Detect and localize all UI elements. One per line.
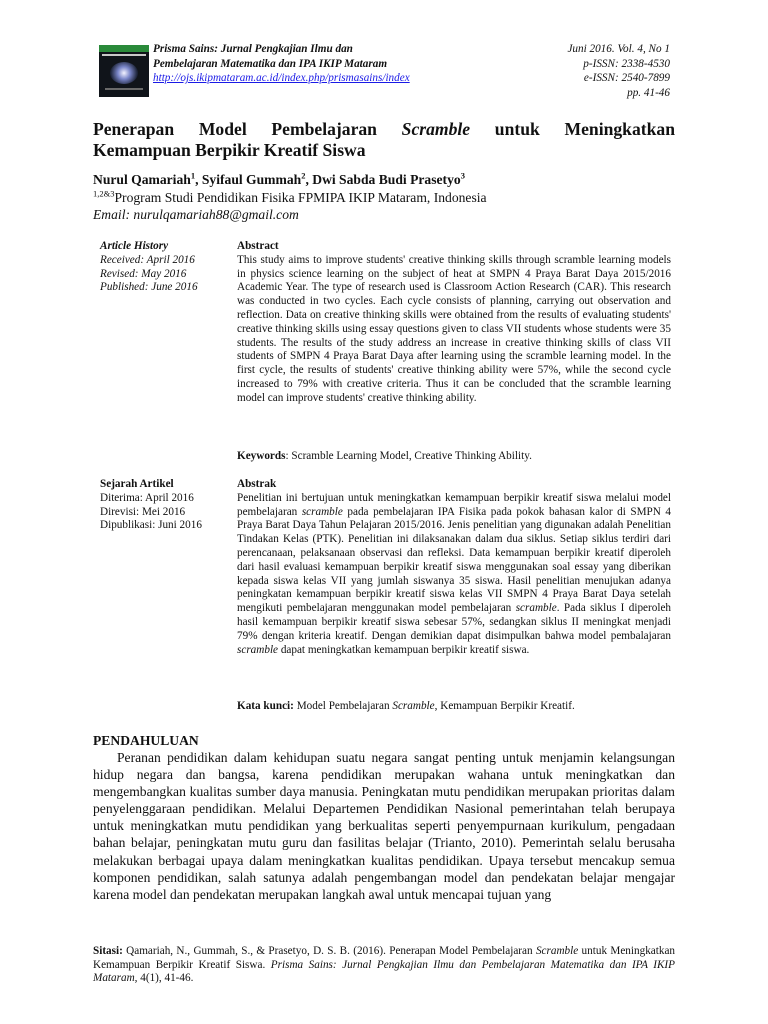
keywords-label: Keywords	[237, 450, 286, 462]
article-history-heading: Article History	[100, 240, 169, 252]
title-line2: Kemampuan Berpikir Kreatif Siswa	[93, 140, 366, 160]
article-history-en	[100, 240, 198, 295]
article-history-heading: Sejarah Artikel	[100, 478, 174, 490]
citation-label: Sitasi:	[93, 945, 123, 957]
received-date: Received: April 2016	[100, 253, 195, 266]
author-separator: ,	[195, 172, 202, 187]
author-separator: ,	[305, 172, 313, 187]
issue-date: Juni 2016. Vol. 4, No 1	[567, 43, 670, 55]
published-date: Published: June 2016	[100, 281, 198, 294]
affiliation-text: Program Studi Pendidikan Fisika FPMIPA IKIP Mataram, Indonesia	[114, 190, 487, 205]
page-range: pp. 41-46	[627, 86, 670, 99]
article-history-id	[100, 478, 202, 533]
title-word: untuk	[494, 119, 540, 139]
affiliation-mark: 1,2&3	[93, 188, 115, 199]
received-date: Diterima: April 2016	[100, 491, 194, 504]
keywords-id: Kata kunci: Model Pembelajaran Scramble, Kemampuan Berpikir Kreatif.	[237, 700, 575, 712]
author-affiliation-mark: 1	[190, 170, 196, 181]
abstract-text: Penelitian ini bertujuan untuk meningkatkan kemampuan berpikir kreatif siswa melalui model pembelajaran scramble pada pembelajaran IPA Fisika pada pokok bahasan kalor di SMPN 4 Praya Barat Daya Tahun Pelajaran 2015/2016. Jenis penelitian yang digunakan adalah Penelitian Tindakan Kelas (PTK). Penelitian ini dilaksanakan dalam dua siklus. Setiap siklus terdiri dari perencanaan, pelaksanaan observasi dan refleksi. Data kemampuan berpikir kreatif diperoleh dari hasil evaluasi kemampuan berpikir kreatif siswa menggunakan soal essay yang diberikan kepada siswa kelas VII yang jumlah siswanya 35 siswa. Hasil penelitian menujukan adanya peningkatan kemampuan berpikir kreatif siswa kelas VII SMPN 4 Praya Barat Daya setelah mengikuti pembelajaran menggunakan model pembelajaran scramble. Pada siklus I diperoleh hasil kemampuan berpikir kreatif siswa sebesar 57%, sedangkan siklus II meningkat menjadi 79% dengan kriteria kreatif. Dengan demikian dapat disimpulkan bahwa model pembalajaran scramble dapat meningkatkan kemampuan berpikir kreatif siswa.	[237, 491, 671, 656]
title-word: Pembelajaran	[271, 119, 377, 139]
p-issn: p-ISSN: 2338-4530	[583, 57, 670, 70]
abstract-heading: Abstrak	[237, 478, 277, 490]
keywords-text: : Scramble Learning Model, Creative Thinking Ability.	[285, 450, 532, 462]
title-word: Meningkatkan	[564, 119, 675, 139]
section-body: Peranan pendidikan dalam kehidupan suatu negara sangat penting untuk menjamin kelangsungan hidup negara dan bangsa, karena pendidikan merupakan wahana untuk meningkatkan dan mengembangkan kualitas sumber daya manusia. Peningkatan mutu pendidikan merupakan prioritas dalam penyelenggaraan pendidikan. Melalui Departemen Pendidikan Nasional pemerintahan telah berupaya untuk meningkatkan mutu pendidikan yang berkualitas seperti penyempurnaan kurikulum, pengadaan bahan belajar, peningkatan mutu guru dan fasilitas belajar (Trianto, 2010). Pemerintah selalu berusaha melakukan berbagai upaya dalam meningkatkan kualitas pendidikan. Upaya tersebut mencakup semua komponen pendidikan, salah satunya adalah pengembangan model dan pendekatan belajar mengajar karena model dan pendekatan merupakan langkah awal untuk mencapai tujuan yang	[93, 750, 675, 902]
abstract-id	[237, 478, 671, 657]
author-name: Dwi Sabda Budi Prasetyo	[312, 172, 461, 187]
author-list	[93, 171, 465, 188]
issue-info	[567, 42, 670, 100]
title-word: Penerapan	[93, 119, 175, 139]
journal-cover-thumbnail	[99, 45, 149, 97]
keywords-en	[237, 450, 532, 464]
author-name: Nurul Qamariah	[93, 172, 191, 187]
section-heading: PENDAHULUAN	[93, 733, 199, 748]
title-word: Scramble	[401, 119, 471, 139]
author-name: Syifaul Gummah	[201, 172, 302, 187]
keywords-label: Kata kunci:	[237, 700, 294, 712]
journal-url-link[interactable]: http://ojs.ikipmataram.ac.id/index.php/prismasains/index	[153, 72, 410, 84]
published-date: Dipublikasi: Juni 2016	[100, 519, 202, 532]
citation: Sitasi: Qamariah, N., Gummah, S., & Prasetyo, D. S. B. (2016). Penerapan Model Pembelajaran Scramble untuk Meningkatkan Kemampuan Berpikir Kreatif Siswa. Prisma Sains: Jurnal Pengkajian Ilmu dan Pembelajaran Matematika dan IPA IKIP Mataram, 4(1), 41-46.	[93, 945, 676, 985]
abstract-en	[237, 240, 671, 406]
journal-header	[153, 42, 410, 86]
journal-name-line2: Pembelajaran Matematika dan IPA IKIP Mataram	[153, 57, 388, 70]
author-email: Email: nurulqamariah88@gmail.com	[93, 207, 299, 222]
e-issn: e-ISSN: 2540-7899	[583, 72, 670, 84]
title-word: Model	[198, 119, 247, 139]
revised-date: Revised: May 2016	[100, 267, 187, 280]
paper-title	[93, 119, 675, 161]
journal-name-line1: Prisma Sains: Jurnal Pengkajian Ilmu dan	[153, 43, 353, 55]
affiliation	[93, 189, 487, 206]
author-affiliation-mark: 2	[301, 170, 306, 181]
abstract-heading: Abstract	[237, 240, 279, 252]
abstract-text: This study aims to improve students' creative thinking skills through scramble learning models in physics science learning on the subject of heat at SMPN 4 Praya Barat Daya 2015/2016 Academic Year. The type of research used is Classroom Action Research (CAR). This research was conducted in two cycles. Each cycle consists of planning, carrying out observation and reflection. Data on creative thinking skills were obtained from the results of evaluating students' creative thinking skills using essay questions given to class VII students whose students were 35 students. The results of the study address an increase in creative thinking skills of class VII students of SMPN 4 Praya Barat Daya after learning using the scramble learning model. In the first cycle, the results of students' creative thinking ability were 57%, while the second cycle increased to 79% with creative criteria. Thus it can be concluded that the scramble learning model can improve students' creative thinking ability.	[237, 253, 671, 404]
author-affiliation-mark: 3	[460, 170, 465, 181]
revised-date: Direvisi: Mei 2016	[100, 505, 186, 518]
